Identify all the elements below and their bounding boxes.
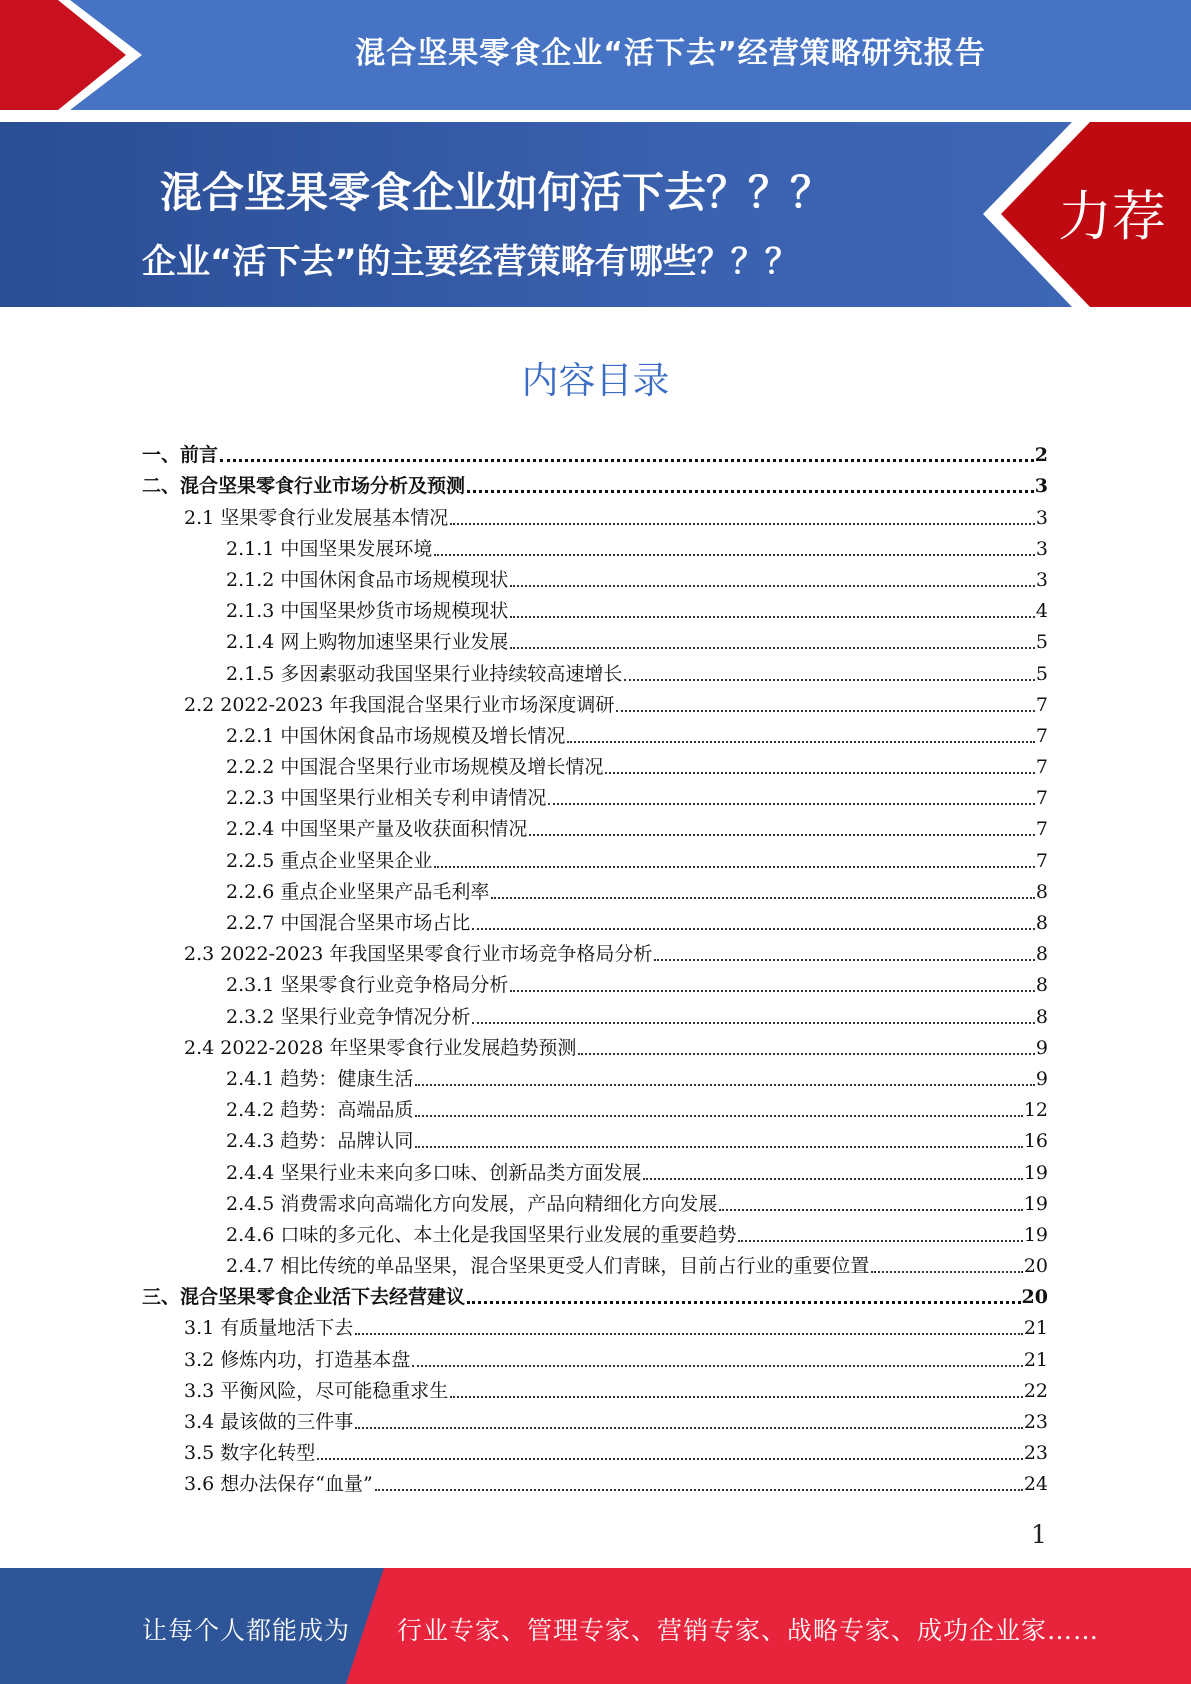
toc-entry[interactable] bbox=[142, 1060, 1048, 1091]
toc-leader-dots bbox=[654, 959, 1034, 961]
toc-leader-dots bbox=[355, 1333, 1023, 1335]
toc-leader-dots bbox=[510, 647, 1035, 649]
toc-entry[interactable] bbox=[142, 1278, 1048, 1309]
toc-leader-dots bbox=[412, 1365, 1023, 1367]
toc-leader-dots bbox=[578, 1053, 1034, 1055]
toc-entry[interactable] bbox=[142, 1153, 1048, 1184]
toc-entry-title: 2.4.6 口味的多元化、本土化是我国坚果行业发展的重要趋势 bbox=[226, 1223, 737, 1246]
toc-leader-dots bbox=[317, 1458, 1023, 1460]
toc-entry-title: 三、混合坚果零食企业活下去经营建议 bbox=[142, 1286, 466, 1309]
toc-entry-title: 2.2.2 中国混合坚果行业市场规模及增长情况 bbox=[226, 756, 604, 779]
toc-entry-title: 2.2 2022-2023 年我国混合坚果行业市场深度调研 bbox=[184, 693, 615, 716]
toc-entry[interactable] bbox=[142, 810, 1048, 841]
toc-entry-page: 7 bbox=[1035, 787, 1048, 810]
toc-entry-title: 2.1.5 多因素驱动我国坚果行业持续较高速增长 bbox=[226, 662, 623, 685]
toc-entry[interactable] bbox=[142, 966, 1048, 997]
toc-entry-page: 7 bbox=[1035, 724, 1048, 747]
toc-leader-dots bbox=[510, 990, 1035, 992]
toc-entry-page: 3 bbox=[1035, 537, 1048, 560]
toc-entry-title: 2.2.3 中国坚果行业相关专利申请情况 bbox=[226, 787, 547, 810]
toc-entry-page: 7 bbox=[1035, 756, 1048, 779]
toc-entry[interactable] bbox=[142, 623, 1048, 654]
toc-leader-dots bbox=[738, 1240, 1022, 1242]
toc-entry[interactable] bbox=[142, 1309, 1048, 1340]
toc-leader-dots bbox=[450, 1396, 1023, 1398]
toc-entry-page: 19 bbox=[1023, 1192, 1048, 1215]
toc-entry-page: 5 bbox=[1035, 631, 1048, 654]
table-of-contents bbox=[142, 436, 1048, 1496]
toc-entry-page: 8 bbox=[1035, 912, 1048, 934]
toc-entry-page: 2 bbox=[1034, 444, 1048, 467]
toc-entry[interactable] bbox=[142, 1465, 1048, 1496]
toc-entry-page: 19 bbox=[1023, 1161, 1048, 1184]
toc-entry-page: 23 bbox=[1023, 1442, 1048, 1465]
toc-entry[interactable] bbox=[142, 436, 1048, 467]
toc-entry-page: 8 bbox=[1035, 880, 1048, 903]
toc-entry-page: 8 bbox=[1035, 974, 1048, 997]
toc-entry-title: 2.2.6 重点企业坚果产品毛利率 bbox=[226, 880, 490, 903]
toc-entry-page: 19 bbox=[1023, 1223, 1048, 1246]
toc-entry[interactable] bbox=[142, 873, 1048, 904]
toc-leader-dots bbox=[529, 834, 1035, 836]
toc-entry-title: 2.2.1 中国休闲食品市场规模及增长情况 bbox=[226, 724, 566, 747]
toc-leader-dots bbox=[415, 1115, 1022, 1117]
toc-leader-dots bbox=[415, 1084, 1035, 1086]
toc-entry[interactable] bbox=[142, 717, 1048, 748]
toc-entry-title: 2.3 2022-2023 年我国坚果零食行业市场竞争格局分析 bbox=[184, 943, 653, 966]
toc-leader-dots bbox=[491, 897, 1035, 899]
toc-leader-dots bbox=[871, 1271, 1022, 1273]
toc-leader-dots bbox=[434, 866, 1035, 868]
toc-entry-title: 2.3.1 坚果零食行业竞争格局分析 bbox=[226, 974, 509, 997]
toc-entry-title: 2.1.4 网上购物加速坚果行业发展 bbox=[226, 631, 509, 654]
toc-entry-title: 3.6 想办法保存“血量” bbox=[184, 1473, 373, 1496]
toc-entry-page: 9 bbox=[1035, 1067, 1048, 1090]
toc-leader-dots bbox=[624, 679, 1035, 681]
hero-question-2: 企业“活下去”的主要经营策略有哪些？？？ bbox=[142, 242, 799, 282]
toc-leader-dots bbox=[467, 490, 1034, 493]
toc-leader-dots bbox=[510, 585, 1035, 587]
report-title: 混合坚果零食企业“活下去”经营策略研究报告 bbox=[355, 36, 986, 71]
top-banner bbox=[0, 0, 1191, 110]
hero-question-1: 混合坚果零食企业如何活下去？？？ bbox=[160, 168, 833, 217]
toc-entry[interactable] bbox=[142, 997, 1048, 1028]
toc-leader-dots bbox=[605, 772, 1035, 774]
hero-banner bbox=[0, 122, 1191, 307]
toc-entry-page: 22 bbox=[1023, 1379, 1048, 1402]
toc-entry-page: 3 bbox=[1035, 506, 1048, 529]
toc-leader-dots bbox=[510, 616, 1035, 618]
toc-entry-page: 12 bbox=[1023, 1099, 1048, 1122]
toc-entry-page: 7 bbox=[1035, 818, 1048, 841]
toc-entry-title: 2.1.2 中国休闲食品市场规模现状 bbox=[226, 568, 509, 591]
toc-entry[interactable] bbox=[142, 748, 1048, 779]
toc-leader-dots bbox=[450, 523, 1035, 525]
toc-entry[interactable] bbox=[142, 498, 1048, 529]
toc-entry-title: 二、混合坚果零食行业市场分析及预测 bbox=[142, 475, 466, 498]
toc-leader-dots bbox=[375, 1489, 1023, 1491]
toc-entry-title: 2.2.5 重点企业坚果企业 bbox=[226, 849, 433, 872]
toc-entry[interactable] bbox=[142, 841, 1048, 872]
toc-leader-dots bbox=[548, 803, 1035, 805]
toc-leader-dots bbox=[472, 928, 1035, 930]
toc-entry-title: 2.1 坚果零食行业发展基本情况 bbox=[184, 506, 449, 529]
toc-leader-dots bbox=[415, 1146, 1022, 1148]
footer-slogan-left: 让每个人都能成为 bbox=[142, 1616, 351, 1645]
toc-entry-page: 21 bbox=[1023, 1317, 1048, 1340]
toc-entry-page: 5 bbox=[1035, 662, 1048, 685]
toc-entry[interactable] bbox=[142, 1340, 1048, 1371]
toc-leader-dots bbox=[220, 459, 1034, 462]
toc-entry-page: 3 bbox=[1034, 475, 1048, 498]
toc-entry-title: 2.4.2 趋势：高端品质 bbox=[226, 1099, 414, 1122]
toc-entry[interactable] bbox=[142, 1029, 1048, 1060]
toc-leader-dots bbox=[355, 1427, 1023, 1429]
toc-entry[interactable] bbox=[142, 467, 1048, 498]
toc-entry-title: 3.2 修炼内功，打造基本盘 bbox=[184, 1348, 411, 1371]
toc-entry-page: 23 bbox=[1023, 1411, 1048, 1433]
toc-leader-dots bbox=[643, 1178, 1022, 1180]
toc-entry-page: 3 bbox=[1035, 568, 1048, 591]
toc-entry-title: 2.1.3 中国坚果炒货市场规模现状 bbox=[226, 600, 509, 623]
toc-entry-title: 2.4.1 趋势：健康生活 bbox=[226, 1067, 414, 1090]
toc-entry[interactable] bbox=[142, 1091, 1048, 1122]
toc-entry-title: 2.3.2 坚果行业竞争情况分析 bbox=[226, 1005, 471, 1028]
toc-entry-page: 8 bbox=[1035, 943, 1048, 966]
toc-entry[interactable] bbox=[142, 1216, 1048, 1247]
toc-entry-title: 2.1.1 中国坚果发展环境 bbox=[226, 537, 433, 560]
toc-leader-dots bbox=[472, 1022, 1035, 1024]
toc-entry-title: 2.4.4 坚果行业未来向多口味、创新品类方面发展 bbox=[226, 1161, 642, 1184]
toc-entry-page: 24 bbox=[1023, 1473, 1048, 1496]
toc-leader-dots bbox=[719, 1209, 1022, 1211]
toc-entry-title: 2.2.4 中国坚果产量及收获面积情况 bbox=[226, 818, 528, 841]
footer-banner bbox=[0, 1568, 1191, 1684]
toc-entry[interactable] bbox=[142, 904, 1048, 935]
toc-entry-page: 20 bbox=[1021, 1286, 1048, 1309]
toc-leader-dots bbox=[434, 554, 1035, 556]
toc-entry-page: 16 bbox=[1023, 1130, 1048, 1153]
recommend-tag: 力荐 bbox=[1058, 185, 1166, 248]
toc-entry-page: 7 bbox=[1035, 693, 1048, 716]
page-number: 1 bbox=[1031, 1520, 1047, 1549]
toc-entry-page: 20 bbox=[1023, 1255, 1048, 1278]
toc-entry[interactable] bbox=[142, 1122, 1048, 1153]
toc-entry[interactable] bbox=[142, 779, 1048, 810]
toc-leader-dots bbox=[567, 741, 1035, 743]
toc-entry[interactable] bbox=[142, 654, 1048, 685]
toc-entry[interactable] bbox=[142, 530, 1048, 561]
toc-entry-title: 3.5 数字化转型 bbox=[184, 1442, 316, 1465]
toc-entry[interactable] bbox=[142, 1372, 1048, 1403]
toc-entry[interactable] bbox=[142, 592, 1048, 623]
toc-entry-page: 8 bbox=[1035, 1005, 1048, 1028]
footer-slogan-right: 行业专家、管理专家、营销专家、战略专家、成功企业家…… bbox=[397, 1616, 1100, 1645]
toc-entry-page: 7 bbox=[1035, 849, 1048, 872]
toc-entry-title: 一、前言 bbox=[142, 444, 219, 467]
toc-entry[interactable] bbox=[142, 1185, 1048, 1216]
toc-entry[interactable] bbox=[142, 1434, 1048, 1465]
toc-entry-title: 3.4 最该做的三件事 bbox=[184, 1411, 354, 1433]
toc-entry-title: 3.3 平衡风险，尽可能稳重求生 bbox=[184, 1379, 449, 1402]
toc-entry[interactable] bbox=[142, 561, 1048, 592]
toc-entry[interactable] bbox=[142, 1403, 1048, 1434]
toc-heading: 内容目录 bbox=[521, 359, 670, 402]
toc-entry[interactable] bbox=[142, 686, 1048, 717]
toc-entry-page: 9 bbox=[1035, 1036, 1048, 1059]
toc-entry-page: 21 bbox=[1023, 1348, 1048, 1371]
toc-entry-title: 2.4.3 趋势：品牌认同 bbox=[226, 1130, 414, 1153]
toc-entry-title: 2.4.5 消费需求向高端化方向发展，产品向精细化方向发展 bbox=[226, 1192, 718, 1215]
toc-entry-title: 2.4.7 相比传统的单品坚果，混合坚果更受人们青睐，目前占行业的重要位置 bbox=[226, 1255, 870, 1278]
toc-entry-title: 2.4 2022-2028 年坚果零食行业发展趋势预测 bbox=[184, 1036, 577, 1059]
toc-entry[interactable] bbox=[142, 935, 1048, 966]
toc-leader-dots bbox=[616, 710, 1034, 712]
toc-entry[interactable] bbox=[142, 1247, 1048, 1278]
toc-entry-title: 2.2.7 中国混合坚果市场占比 bbox=[226, 912, 471, 934]
toc-entry-title: 3.1 有质量地活下去 bbox=[184, 1317, 354, 1340]
toc-entry-page: 4 bbox=[1035, 600, 1048, 623]
toc-leader-dots bbox=[467, 1301, 1021, 1304]
